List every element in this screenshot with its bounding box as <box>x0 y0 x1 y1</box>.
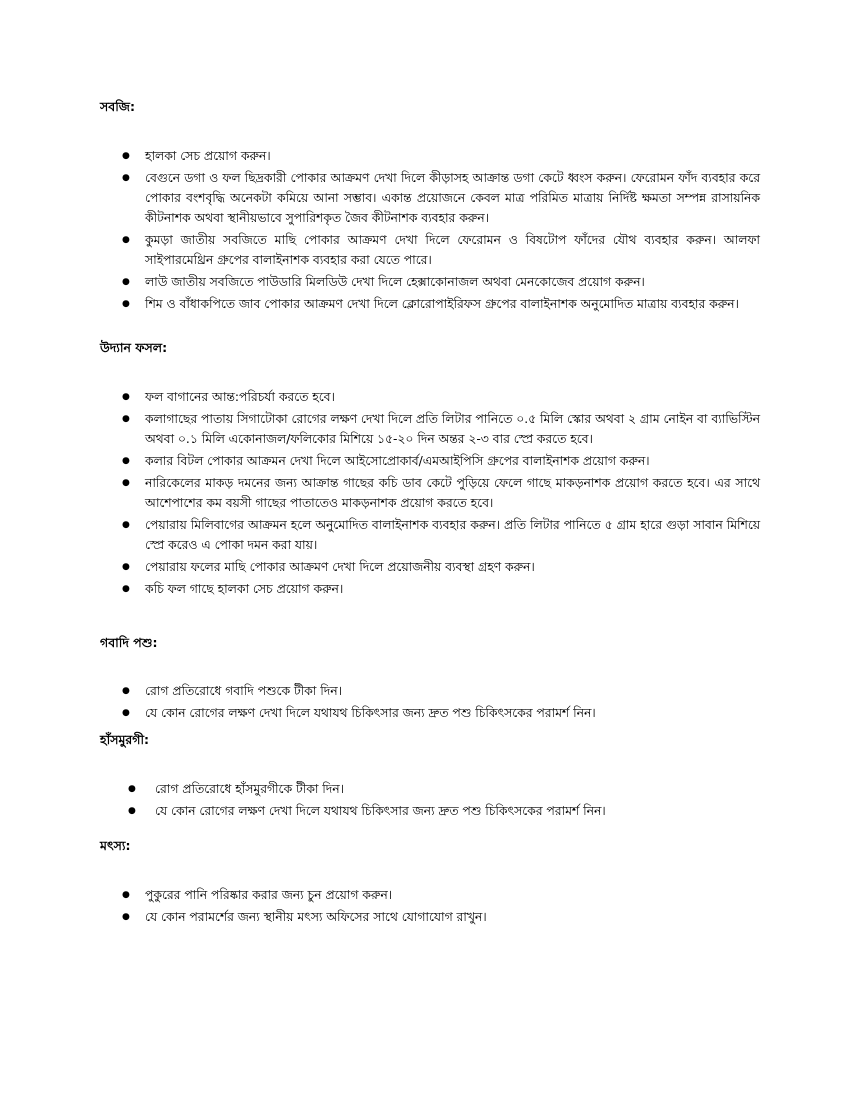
section-poultry <box>100 732 760 823</box>
bullet-list <box>100 681 760 723</box>
list-item: ● বেগুনে ডগা ও ফল ছিদ্রকারী পোকার আক্রমণ দেখা দিলে কীড়াসহ আক্রান্ত ডগা কেটে ধ্বংস করুন। ফেরোমন ফাঁদ ব্যবহার করে পোকার বংশবৃদ্ধি অনেকটা কমিয়ে আনা সম্ভাব। একান্ত প্রয়োজনে কেবল মাত্র পরিমিত মাত্রায় নির্দিষ্ট ক্ষমতা সম্পন্ন রাসায়নিক কীটনাশক অথবা স্থানীয়ভাবে সুপারিশকৃত জৈব কীটনাশক ব্যবহার করুন। <box>100 168 760 228</box>
section-title: হাঁসমুরগী: <box>100 732 150 747</box>
list-item: ● যে কোন রোগের লক্ষণ দেখা দিলে যথাযথ চিকিৎসার জন্য দ্রুত পশু চিকিৎসকের পরামর্শ নিন। <box>100 801 760 821</box>
list-item: ● লাউ জাতীয় সবজিতে পাউডারি মিলডিউ দেখা দিলে হেক্সাকোনাজল অথবা মেনকোজেব প্রয়োগ করুন। <box>100 272 760 292</box>
list-item: ● কলার বিটল পোকার আক্রমন দেখা দিলে আইসোপ্রোকার্ব/এমআইপিসি গ্রুপের বালাইনাশক প্রয়োগ করুন। <box>100 451 760 471</box>
section-horticulture <box>100 340 760 601</box>
bullet-list <box>100 387 760 599</box>
list-item: ● শিম ও বাঁধাকপিতে জাব পোকার আক্রমণ দেখা দিলে ক্লোরোপাইরিফস গ্রুপের বালাইনাশক অনুমোদিত মাত্রায় ব্যবহার করুন। <box>100 294 760 314</box>
list-item: ● পেয়ারায় ফলের মাছি পোকার আক্রমণ দেখা দিলে প্রয়োজনীয় ব্যবস্থা গ্রহণ করুন। <box>100 557 760 577</box>
list-item: ● কচি ফল গাছে হালকা সেচ প্রয়োগ করুন। <box>100 579 760 599</box>
section-livestock <box>100 635 760 725</box>
list-item: ● রোগ প্রতিরোধে হাঁসমুরগীকে টীকা দিন। <box>100 779 760 799</box>
bullet-list <box>100 146 760 314</box>
section-title: মৎস্য: <box>100 838 131 853</box>
list-item: ● কুমড়া জাতীয় সবজিতে মাছি পোকার আক্রমণ দেখা দিলে ফেরোমন ও বিষটোপ ফাঁদের যৌথ ব্যবহার করুন। আলফা সাইপারমেথ্রিন গ্রুপের বালাইনাশক ব্যবহার করা যেতে পারে। <box>100 230 760 270</box>
list-item: ● পেয়ারায় মিলিবাগের আক্রমন হলে অনুমোদিত বালাইনাশক ব্যবহার করুন। প্রতি লিটার পানিতে ৫ গ্রাম হারে গুড়া সাবান মিশিয়ে স্প্রে করেও এ পোকা দমন করা যায়। <box>100 515 760 555</box>
list-item: ● ফল বাগানের আন্ত:পরিচর্যা করতে হবে। <box>100 387 760 407</box>
list-item: ● হালকা সেচ প্রয়োগ করুন। <box>100 146 760 166</box>
list-item: ● যে কোন রোগের লক্ষণ দেখা দিলে যথাযথ চিকিৎসার জন্য দ্রুত পশু চিকিৎসকের পরামর্শ নিন। <box>100 703 760 723</box>
section-title: উদ্যান ফসল: <box>100 340 168 355</box>
section-vegetables <box>100 99 760 316</box>
bullet-list <box>100 885 760 927</box>
list-item: ● কলাগাছের পাতায় সিগাটোকা রোগের লক্ষণ দেখা দিলে প্রতি লিটার পানিতে ০.৫ মিলি স্কোর অথবা ২ গ্রাম নোইন বা ব্যাভিস্টিন অথবা ০.১ মিলি একোনাজল/ফলিকোর মিশিয়ে ১৫-২০ দিন অন্তর ২-৩ বার স্প্রে করতে হবে। <box>100 409 760 449</box>
section-title: গবাদি পশু: <box>100 635 158 650</box>
list-item: ● পুকুরের পানি পরিষ্কার করার জন্য চুন প্রয়োগ করুন। <box>100 885 760 905</box>
section-title: সবজি: <box>100 99 135 114</box>
section-fisheries <box>100 838 760 929</box>
list-item: ● যে কোন পরামর্শের জন্য স্থানীয় মৎস্য অফিসের সাথে যোগাযোগ রাখুন। <box>100 907 760 927</box>
list-item: ● নারিকেলের মাকড় দমনের জন্য আক্রান্ত গাছের কচি ডাব কেটে পুড়িয়ে ফেলে গাছে মাকড়নাশক প্রয়োগ করতে হবে। এর সাথে আশেপাশের কম বয়সী গাছের পাতাতেও মাকড়নাশক প্রয়োগ করতে হবে। <box>100 473 760 513</box>
list-item: ● রোগ প্রতিরোধে গবাদি পশুকে টীকা দিন। <box>100 681 760 701</box>
bullet-list <box>100 779 760 821</box>
